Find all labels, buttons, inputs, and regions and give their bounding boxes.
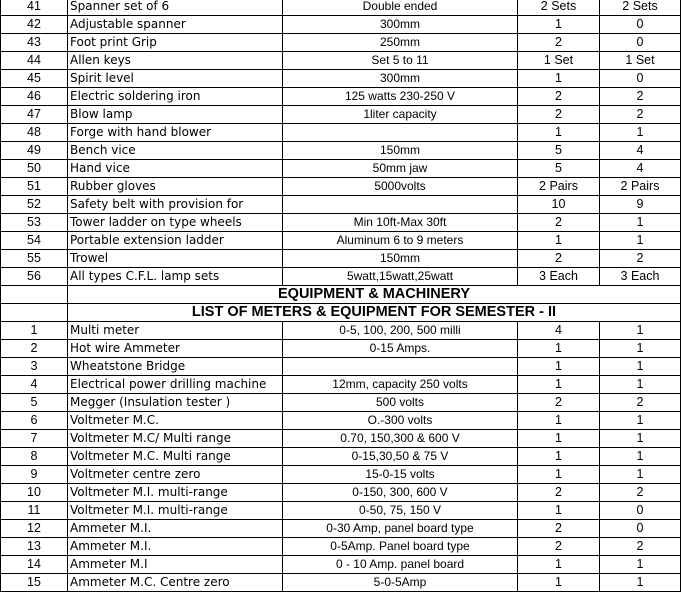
available-quantity-cell: 0	[600, 16, 681, 34]
item-name-cell: Voltmeter centre zero	[68, 466, 283, 484]
quantity-cell: 1	[518, 16, 600, 34]
serial-number-cell: 49	[1, 142, 68, 160]
quantity-cell: 1	[518, 124, 600, 142]
quantity-cell: 2	[518, 394, 600, 412]
available-quantity-cell: 1	[600, 466, 681, 484]
quantity-cell: 4	[518, 322, 600, 340]
quantity-cell: 1	[518, 448, 600, 466]
serial-number-cell: 6	[1, 412, 68, 430]
item-name-cell: Hot wire Ammeter	[68, 340, 283, 358]
item-name-cell: Allen keys	[68, 52, 283, 70]
serial-number-cell: 2	[1, 340, 68, 358]
serial-number-cell: 55	[1, 250, 68, 268]
table-row	[1, 466, 681, 484]
available-quantity-cell: 1	[600, 124, 681, 142]
serial-number-cell: 52	[1, 196, 68, 214]
table-row	[1, 322, 681, 340]
specification-cell: 150mm	[283, 142, 518, 160]
specification-cell: 0-5, 100, 200, 500 milli	[283, 322, 518, 340]
table-row	[1, 124, 681, 142]
item-name-cell: All types C.F.L. lamp sets	[68, 268, 283, 286]
item-name-cell: Forge with hand blower	[68, 124, 283, 142]
specification-cell: Min 10ft-Max 30ft	[283, 214, 518, 232]
table-row	[1, 448, 681, 466]
quantity-cell: 1	[518, 556, 600, 574]
section-heading-block	[1, 286, 681, 322]
item-name-cell: Trowel	[68, 250, 283, 268]
table-row	[1, 394, 681, 412]
specification-cell: 300mm	[283, 16, 518, 34]
heading-row-list	[1, 304, 681, 322]
item-name-cell: Adjustable spanner	[68, 16, 283, 34]
table-row	[1, 268, 681, 286]
specification-cell: 150mm	[283, 250, 518, 268]
item-name-cell: Voltmeter M.C.	[68, 412, 283, 430]
specification-cell: 0-150, 300, 600 V	[283, 484, 518, 502]
item-name-cell: Ammeter M.I.	[68, 520, 283, 538]
quantity-cell: 1	[518, 466, 600, 484]
quantity-cell: 1	[518, 574, 600, 592]
available-quantity-cell: 4	[600, 142, 681, 160]
heading-blank-cell	[1, 286, 68, 304]
serial-number-cell: 13	[1, 538, 68, 556]
available-quantity-cell: 1	[600, 340, 681, 358]
quantity-cell: 1	[518, 430, 600, 448]
quantity-cell: 2	[518, 520, 600, 538]
specification-cell: 0.70, 150,300 & 600 V	[283, 430, 518, 448]
serial-number-cell: 41	[1, 0, 68, 16]
quantity-cell: 1	[518, 358, 600, 376]
item-name-cell: Voltmeter M.C. Multi range	[68, 448, 283, 466]
item-name-cell: Rubber gloves	[68, 178, 283, 196]
specification-cell: 500 volts	[283, 394, 518, 412]
quantity-cell: 2	[518, 250, 600, 268]
specification-cell: 0-30 Amp, panel board type	[283, 520, 518, 538]
serial-number-cell: 54	[1, 232, 68, 250]
specification-cell: 0 - 10 Amp. panel board	[283, 556, 518, 574]
meters-section	[1, 322, 681, 592]
available-quantity-cell: 2 Sets	[600, 0, 681, 16]
table-row	[1, 412, 681, 430]
item-name-cell: Portable extension ladder	[68, 232, 283, 250]
serial-number-cell: 4	[1, 376, 68, 394]
table-row	[1, 430, 681, 448]
item-name-cell: Wheatstone Bridge	[68, 358, 283, 376]
quantity-cell: 2	[518, 484, 600, 502]
serial-number-cell: 11	[1, 502, 68, 520]
serial-number-cell: 51	[1, 178, 68, 196]
available-quantity-cell: 1	[600, 412, 681, 430]
item-name-cell: Megger (Insulation tester )	[68, 394, 283, 412]
specification-cell: 50mm jaw	[283, 160, 518, 178]
item-name-cell: Tower ladder on type wheels	[68, 214, 283, 232]
table-row	[1, 0, 681, 16]
available-quantity-cell: 2	[600, 394, 681, 412]
table-row	[1, 178, 681, 196]
quantity-cell: 5	[518, 142, 600, 160]
specification-cell: O.-300 volts	[283, 412, 518, 430]
available-quantity-cell: 2	[600, 484, 681, 502]
serial-number-cell: 9	[1, 466, 68, 484]
available-quantity-cell: 1	[600, 214, 681, 232]
item-name-cell: Spanner set of 6	[68, 0, 283, 16]
table-row	[1, 52, 681, 70]
serial-number-cell: 7	[1, 430, 68, 448]
table-row	[1, 376, 681, 394]
quantity-cell: 2	[518, 106, 600, 124]
quantity-cell: 1	[518, 70, 600, 88]
item-name-cell: Electric soldering iron	[68, 88, 283, 106]
specification-cell: 12mm, capacity 250 volts	[283, 376, 518, 394]
quantity-cell: 2	[518, 214, 600, 232]
available-quantity-cell: 4	[600, 160, 681, 178]
available-quantity-cell: 1	[600, 232, 681, 250]
heading-list-meters: LIST OF METERS & EQUIPMENT FOR SEMESTER - II	[68, 304, 681, 322]
specification-cell	[283, 124, 518, 142]
serial-number-cell: 46	[1, 88, 68, 106]
item-name-cell: Foot print Grip	[68, 34, 283, 52]
quantity-cell: 1	[518, 232, 600, 250]
available-quantity-cell: 1 Set	[600, 52, 681, 70]
serial-number-cell: 42	[1, 16, 68, 34]
table-row	[1, 520, 681, 538]
specification-cell: Aluminum 6 to 9 meters	[283, 232, 518, 250]
available-quantity-cell: 0	[600, 520, 681, 538]
quantity-cell: 1	[518, 502, 600, 520]
serial-number-cell: 50	[1, 160, 68, 178]
specification-cell: 5000volts	[283, 178, 518, 196]
available-quantity-cell: 1	[600, 556, 681, 574]
available-quantity-cell: 1	[600, 322, 681, 340]
specification-cell: 125 watts 230-250 V	[283, 88, 518, 106]
heading-blank-cell	[1, 304, 68, 322]
available-quantity-cell: 1	[600, 448, 681, 466]
specification-cell	[283, 358, 518, 376]
specification-cell: 0-50, 75, 150 V	[283, 502, 518, 520]
item-name-cell: Multi meter	[68, 322, 283, 340]
quantity-cell: 1	[518, 412, 600, 430]
item-name-cell: Electrical power drilling machine	[68, 376, 283, 394]
available-quantity-cell: 3 Each	[600, 268, 681, 286]
available-quantity-cell: 9	[600, 196, 681, 214]
table-row	[1, 70, 681, 88]
table-row	[1, 250, 681, 268]
specification-cell: Set 5 to 11	[283, 52, 518, 70]
serial-number-cell: 45	[1, 70, 68, 88]
specification-cell: 1liter capacity	[283, 106, 518, 124]
quantity-cell: 5	[518, 160, 600, 178]
quantity-cell: 1	[518, 376, 600, 394]
item-name-cell: Spirit level	[68, 70, 283, 88]
serial-number-cell: 1	[1, 322, 68, 340]
item-name-cell: Hand vice	[68, 160, 283, 178]
specification-cell	[283, 196, 518, 214]
serial-number-cell: 10	[1, 484, 68, 502]
item-name-cell: Ammeter M.I	[68, 556, 283, 574]
table-row	[1, 16, 681, 34]
table-row	[1, 232, 681, 250]
table-row	[1, 142, 681, 160]
heading-equipment: EQUIPMENT & MACHINERY	[68, 286, 681, 304]
quantity-cell: 1 Set	[518, 52, 600, 70]
tools-section	[1, 0, 681, 286]
available-quantity-cell: 2	[600, 106, 681, 124]
item-name-cell: Voltmeter M.C/ Multi range	[68, 430, 283, 448]
serial-number-cell: 56	[1, 268, 68, 286]
serial-number-cell: 3	[1, 358, 68, 376]
table-row	[1, 214, 681, 232]
specification-cell: Double ended	[283, 0, 518, 16]
serial-number-cell: 47	[1, 106, 68, 124]
quantity-cell: 2 Pairs	[518, 178, 600, 196]
item-name-cell: Ammeter M.I.	[68, 538, 283, 556]
item-name-cell: Safety belt with provision for	[68, 196, 283, 214]
serial-number-cell: 12	[1, 520, 68, 538]
serial-number-cell: 53	[1, 214, 68, 232]
specification-cell: 5-0-5Amp	[283, 574, 518, 592]
available-quantity-cell: 2 Pairs	[600, 178, 681, 196]
serial-number-cell: 15	[1, 574, 68, 592]
serial-number-cell: 48	[1, 124, 68, 142]
table-row	[1, 106, 681, 124]
available-quantity-cell: 1	[600, 376, 681, 394]
specification-cell: 0-15,30,50 & 75 V	[283, 448, 518, 466]
serial-number-cell: 5	[1, 394, 68, 412]
specification-cell: 5watt,15watt,25watt	[283, 268, 518, 286]
quantity-cell: 3 Each	[518, 268, 600, 286]
table-row	[1, 88, 681, 106]
specification-cell: 250mm	[283, 34, 518, 52]
table-row	[1, 556, 681, 574]
item-name-cell: Bench vice	[68, 142, 283, 160]
quantity-cell: 2	[518, 88, 600, 106]
available-quantity-cell: 1	[600, 358, 681, 376]
table-row	[1, 538, 681, 556]
available-quantity-cell: 0	[600, 70, 681, 88]
serial-number-cell: 43	[1, 34, 68, 52]
available-quantity-cell: 1	[600, 574, 681, 592]
serial-number-cell: 8	[1, 448, 68, 466]
available-quantity-cell: 2	[600, 250, 681, 268]
table-row	[1, 574, 681, 592]
serial-number-cell: 14	[1, 556, 68, 574]
quantity-cell: 2	[518, 34, 600, 52]
item-name-cell: Ammeter M.C. Centre zero	[68, 574, 283, 592]
table-row	[1, 484, 681, 502]
table-row	[1, 196, 681, 214]
quantity-cell: 2 Sets	[518, 0, 600, 16]
item-name-cell: Voltmeter M.I. multi-range	[68, 484, 283, 502]
table-row	[1, 34, 681, 52]
table-row	[1, 358, 681, 376]
specification-cell: 15-0-15 volts	[283, 466, 518, 484]
quantity-cell: 2	[518, 538, 600, 556]
specification-cell: 0-5Amp. Panel board type	[283, 538, 518, 556]
specification-cell: 300mm	[283, 70, 518, 88]
quantity-cell: 1	[518, 340, 600, 358]
table-row	[1, 160, 681, 178]
quantity-cell: 10	[518, 196, 600, 214]
table-row	[1, 340, 681, 358]
available-quantity-cell: 0	[600, 34, 681, 52]
item-name-cell: Voltmeter M.I. multi-range	[68, 502, 283, 520]
available-quantity-cell: 2	[600, 88, 681, 106]
available-quantity-cell: 2	[600, 538, 681, 556]
serial-number-cell: 44	[1, 52, 68, 70]
available-quantity-cell: 1	[600, 430, 681, 448]
specification-cell: 0-15 Amps.	[283, 340, 518, 358]
table-row	[1, 502, 681, 520]
item-name-cell: Blow lamp	[68, 106, 283, 124]
heading-row-equipment	[1, 286, 681, 304]
available-quantity-cell: 0	[600, 502, 681, 520]
